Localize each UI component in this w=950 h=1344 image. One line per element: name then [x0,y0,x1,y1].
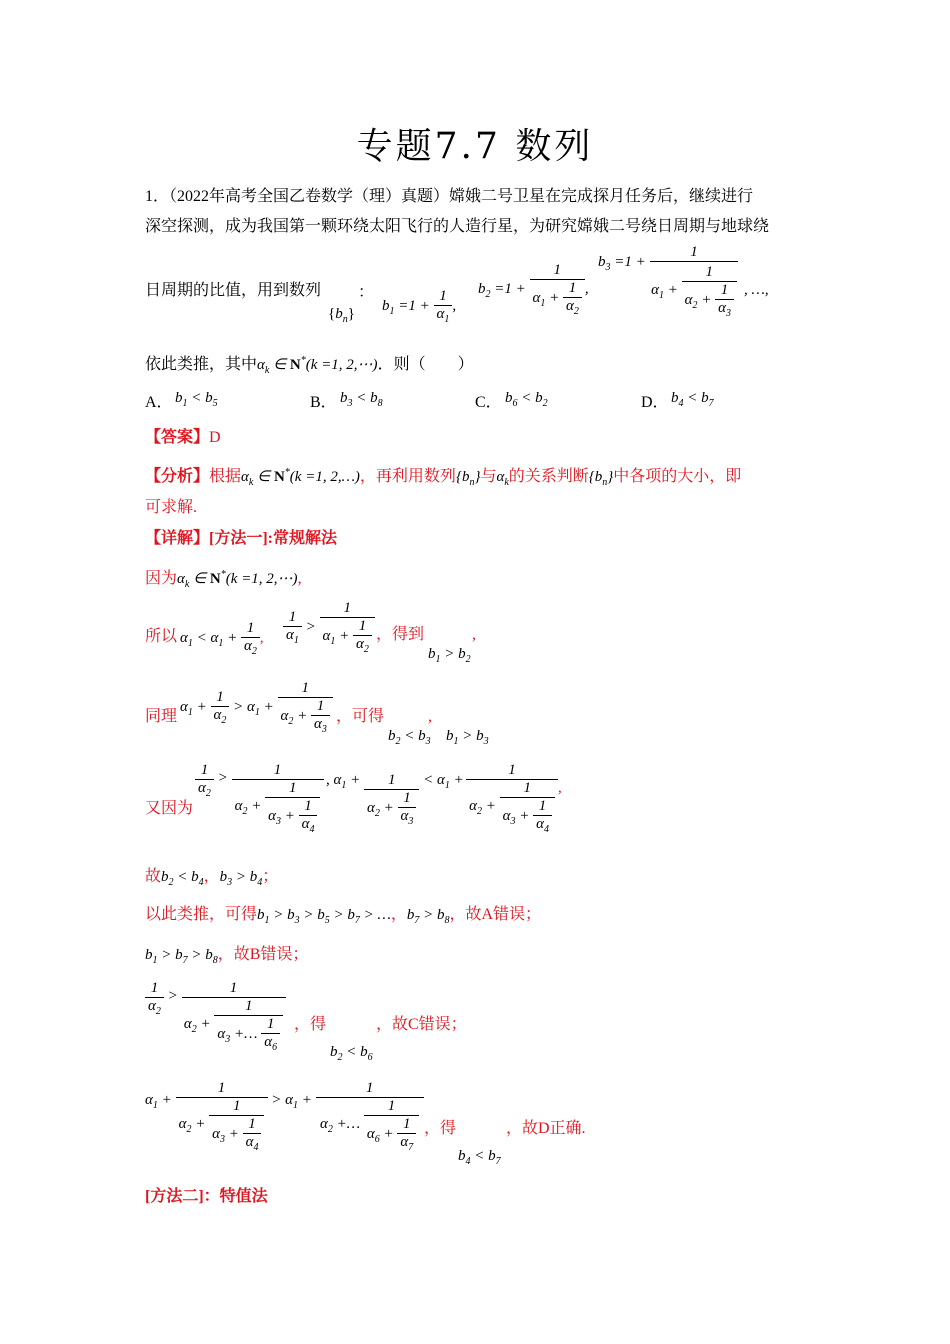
analysis-line-1 [145,458,741,498]
analysis-t2: ，再利用数列 [359,468,456,485]
option-b[interactable] [310,388,337,418]
analysis-bn-2: $\{b_n\}$ [588,469,614,488]
b1-gt-b2: $b_1 > b_2$ [428,646,471,665]
yici-line: 以此类推，可得$b_1 > b_3 > b_5 > b_7$ > …，$b_7 > b_8$，故A错误； [145,906,542,926]
analysis-t5: 中各项的大小，即 [613,468,742,485]
kede-label: ，可得 [336,708,385,725]
question-line-1 [145,182,753,212]
b2-lt-b3: $b_2 < b_3$ [388,728,431,747]
b2-lt-b6: $b_2 < b_6$ [330,1044,373,1063]
b1-formula: $b_1 =1$ + $\frac{1}{\alpha_1}$ , [382,288,457,325]
method-1-title: [方法一]:常规解法 [209,530,338,547]
option-c[interactable] [475,388,502,418]
yici-label: 以此类推，可得 [145,906,258,923]
b1-gt-b3: $b_1 > b_3$ [446,728,489,747]
analysis-t3: 与 [480,468,497,485]
analysis-t4: 的关系判断 [508,468,589,485]
alpha-condition: $\alpha_k$ ∈ N*(k =1, 2,⋯) [257,355,378,376]
line4-suffix: ．则（ ） [377,356,474,373]
detail-heading [145,524,337,554]
answer-line [145,423,221,453]
question-line-2: 深空探测，成为我国第一颗环绕太阳飞行的人造行星，为研究嫦娥二号绕日周期与地球绕 [145,218,770,235]
sequence-b-n: $\{b_n\}$ [328,306,355,325]
b2-lt-b4: $b_2 < b_4$ [161,869,204,888]
youyinwei-ineq-2: , $\alpha_1$ + 1 $\alpha_2$ + $\frac{1}{\alpha_3}$ < $\alpha_1$ + [326,772,464,827]
c-de-label: ，得 [294,1016,327,1033]
option-a-math: $b_1 < b_5$ [175,390,218,409]
option-d-label: D． [641,394,669,411]
dedao-label: ，得到 [376,626,425,643]
detail-tag: 【详解】 [145,530,210,547]
option-a[interactable] [145,388,173,418]
analysis-bn: $\{b_n\}$ [455,469,481,488]
answer-value: D [209,429,221,446]
option-a-label: A． [145,394,173,411]
youyinwei-ineq-3: 1 $\alpha_2$ + 1 $\alpha_3$ + $\frac{1}{\alpha_4}$ , [466,762,562,835]
d-ineq: $\alpha_1$ + 1 $\alpha_2$ + 1 $\alpha_3$ + $\frac{1}{\alpha_4}$ > $\alpha_1$ + 1 $\alpha_2$ +… 1 $\alpha_6$ + $\frac{1}{\alpha_7}$ [145,1080,424,1153]
line4-prefix: 依此类推，其中 [145,356,258,373]
b2-formula: $b_2 =1$ + 1 $\alpha_1$ + $\frac{1}{\alpha_2}$ , [478,262,589,317]
d-de-label: ，得 [424,1120,457,1137]
b3-gt-b4: $b_3 > b_4$ [219,869,263,888]
suoyi-ineq-2: $\frac{1}{\alpha_1}$ > 1 $\alpha_1$ + $\frac{1}{\alpha_2}$ [283,600,375,655]
question-line-3: 日周期的比值，用到数列 [145,282,322,299]
option-d-math: $b_4 < b_7$ [671,390,714,409]
page-title: 专题7.7 数列 [356,126,594,167]
question-number: 1． [145,188,170,205]
b-wrong: ，故B错误； [217,946,309,963]
comma-1: , [472,626,476,643]
youyinwei-label: 又因为 [145,800,194,817]
chain-ineq: $b_1 > b_3 > b_5 > b_7$ > … [257,907,391,926]
option-d[interactable] [641,388,669,418]
option-b-math: $b_3 < b_8$ [340,390,383,409]
b4-lt-b7: $b_4 < b_7$ [458,1148,501,1167]
analysis-line-2: 可求解. [145,499,198,516]
analysis-alpha: $\alpha_k$ [496,469,509,488]
c-ineq: $\frac{1}{\alpha_2}$ > 1 $\alpha_2$ + 1 $\alpha_3$ +… $\frac{1}{\alpha_6}$ [145,980,286,1053]
because-condition: $\alpha_k$ ∈ N*(k =1, 2,⋯) [177,569,298,590]
tongli-label: 同理 [145,708,178,725]
analysis-t1: 根据 [209,468,242,485]
because-line: 因为$\alpha_k$ ∈ N*(k =1, 2,⋯), [145,569,302,590]
b7-gt-b8: $b_7 > b_8$ [406,907,450,926]
gu-line: 故$b_2 < b_4$，$b_3 > b_4$； [145,868,279,888]
option-c-math: $b_6 < b_2$ [505,390,548,409]
youyinwei-ineq-1: $\frac{1}{\alpha_2}$ > 1 $\alpha_2$ + 1 $\alpha_3$ + $\frac{1}{\alpha_4}$ [195,762,324,835]
b-wrong-line [145,940,308,976]
suoyi-ineq-1: $\alpha_1 < \alpha_1$ + $\frac{1}{\alpha_2}$ , [180,620,264,657]
method-2-title: [方法二]：特值法 [145,1188,268,1205]
answer-tag: 【答案】 [145,429,210,446]
analysis-condition: $\alpha_k$ ∈ N*(k =1, 2,…) [241,467,360,488]
question-line-4 [145,346,474,386]
option-b-label: B． [310,394,337,411]
a-wrong: ，故A错误； [449,906,542,923]
b1-b7-b8: $b_1 > b_7 > b_8$ [145,947,218,966]
c-wrong: ，故C错误； [376,1016,467,1033]
d-right: ，故D正确. [506,1120,586,1137]
gu-label: 故 [145,868,162,885]
because-label: 因为 [145,570,178,587]
analysis-tag: 【分析】 [145,468,210,485]
tongli-ineq: $\alpha_1$ + $\frac{1}{\alpha_2}$ > $\alpha_1$ + 1 $\alpha_2$ + $\frac{1}{\alpha_3}$ [180,680,333,735]
question-source: （2022年高考全国乙卷数学（理）真题）嫦娥二号卫星在完成探月任务后，继续进行 [169,188,754,205]
option-c-label: C． [475,394,502,411]
comma-2: , [428,708,432,725]
colon: ： [358,284,375,301]
suoyi-label: 所以 [145,628,178,645]
